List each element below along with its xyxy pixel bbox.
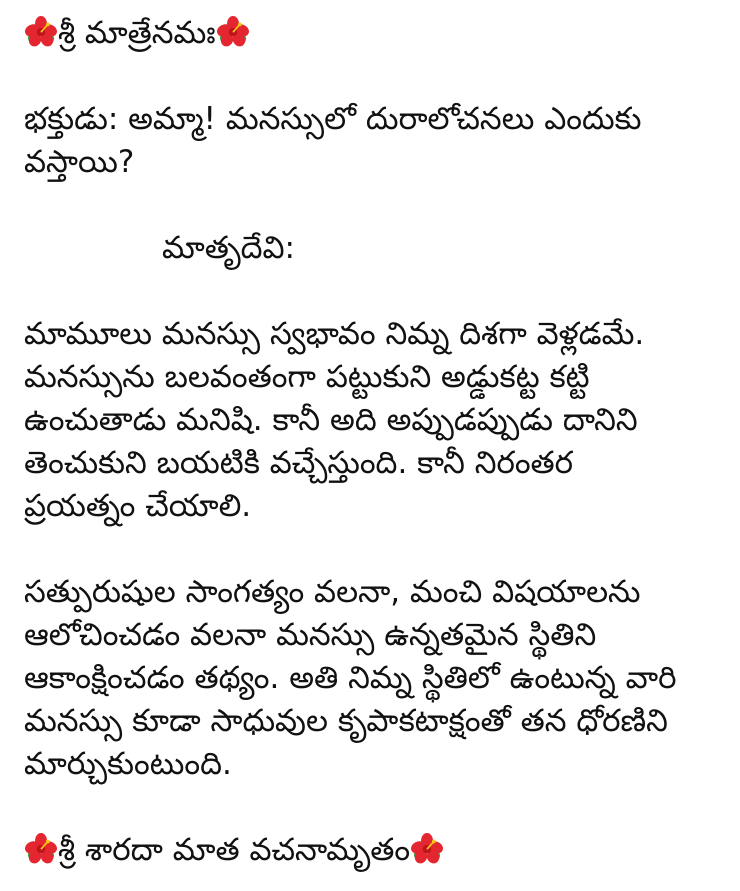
footer-text: శ్రీ శారదా మాత వచనామృతం	[58, 832, 411, 868]
question-line: భక్తుడు: అమ్మా! మనస్సులో దురాలోచనలు ఎందుకు	[24, 101, 642, 137]
header-line	[24, 12, 724, 55]
paragraph-line: సత్పురుషుల సాంగత్యం వలనా, మంచి విషయాలను	[24, 574, 641, 610]
paragraph-line: ప్రయత్నం చేయాలి.	[24, 488, 252, 524]
hibiscus-icon	[24, 833, 58, 867]
answer-paragraph-1	[24, 313, 724, 528]
document-body	[24, 12, 724, 872]
answer-paragraph-2	[24, 571, 724, 786]
spacer	[24, 528, 724, 571]
question-line: వస్తాయి?	[24, 144, 135, 180]
footer-line	[24, 829, 724, 872]
header-title: శ్రీ మాత్రేనమః	[58, 15, 216, 51]
paragraph-line: ఆకాంక్షించడం తథ్యం. అతి నిమ్న స్థితిలో ఉంటున్న వారి	[24, 660, 677, 696]
hibiscus-icon	[24, 16, 58, 50]
paragraph-line: మార్చుకుంటుంది.	[24, 746, 232, 782]
paragraph-line: మామూలు మనస్సు స్వభావం నిమ్న దిశగా వెళ్లడమే.	[24, 316, 645, 352]
spacer	[24, 270, 724, 313]
hibiscus-icon	[410, 833, 444, 867]
spacer	[24, 786, 724, 829]
question-paragraph	[24, 98, 724, 184]
paragraph-line: తెంచుకుని బయటికి వచ్చేస్తుంది. కానీ నిరంతర	[24, 445, 574, 481]
hibiscus-icon	[216, 16, 250, 50]
spacer	[24, 184, 724, 227]
speaker-label: మాతృదేవి:	[162, 230, 295, 266]
spacer	[24, 55, 724, 98]
paragraph-line: మనస్సును బలవంతంగా పట్టుకుని అడ్డుకట్ట కట్టి	[24, 359, 590, 395]
paragraph-line: ఆలోచించడం వలనా మనస్సు ఉన్నతమైన స్థితిని	[24, 617, 597, 653]
paragraph-line: మనస్సు కూడా సాధువుల కృపాకటాక్షంతో తన ధోరణిని	[24, 703, 668, 739]
paragraph-line: ఉంచుతాడు మనిషి. కానీ అది అప్పుడప్పుడు దానిని	[24, 402, 638, 438]
